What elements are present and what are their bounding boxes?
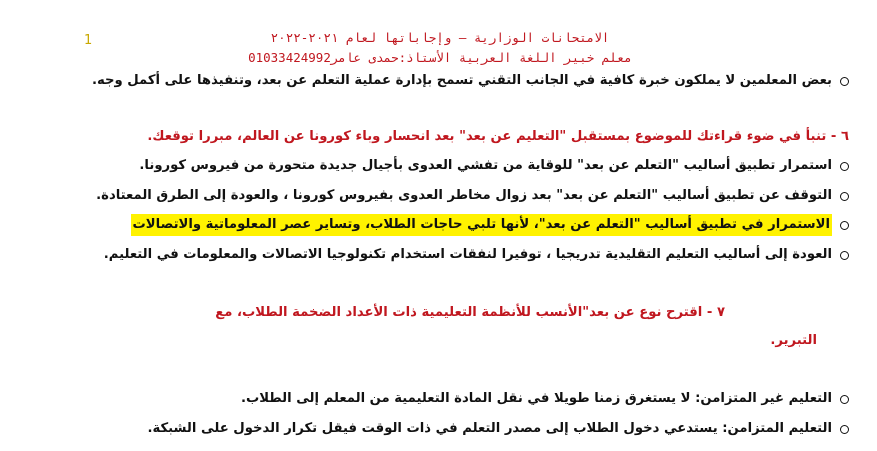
list-item xyxy=(19,70,849,92)
bullet-circle-icon xyxy=(840,221,849,230)
bullet-circle-icon xyxy=(840,395,849,404)
option-text: التوقف عن تطبيق أساليب "التعلم عن بعد" بعد زوال مخاطر العدوى بفيروس كورونا ، والعودة إلى الطرق المعتادة. xyxy=(96,188,832,203)
bullet-circle-icon xyxy=(840,77,849,86)
list-item-text: بعض المعلمين لا يملكون خبرة كافية في الجانب التقني تسمح بإدارة عملية التعلم عن بعد، وتنفيذها على أكمل وجه. xyxy=(91,73,832,88)
option-text: التعليم المتزامن: يستدعي دخول الطلاب إلى مصدر التعلم في ذات الوقت فيقل تكرار الدخول على الشبكة. xyxy=(147,421,832,436)
q7-option-2 xyxy=(19,418,849,440)
question-7-cont xyxy=(617,330,817,352)
q6-option-1 xyxy=(19,155,849,177)
question-7-text: ٧ - اقترح نوع عن بعد"الأنسب للأنظمة التعليمية ذات الأعداد الضخمة الطلاب، مع xyxy=(215,305,725,320)
bullet-circle-icon xyxy=(840,162,849,171)
question-6 xyxy=(19,126,849,148)
question-7 xyxy=(25,302,725,324)
q6-option-3-correct xyxy=(19,214,849,236)
header-teacher: معلم خبير اللغة العربية الأستاذ:حمدى عامر01033424992 xyxy=(248,50,632,65)
option-text: التعليم غير المتزامن: لا يستغرق زمنا طويلا في نقل المادة التعليمية من المعلم إلى الطلاب. xyxy=(241,391,832,406)
option-text-highlighted: الاستمرار في تطبيق أساليب "التعلم عن بعد"، لأنها تلبي حاجات الطلاب، وتساير عصر المعلوماتية والاتصالات xyxy=(131,214,832,236)
q6-option-2 xyxy=(19,185,849,207)
bullet-circle-icon xyxy=(840,251,849,260)
header-title: الامتحانات الوزارية – وإجاباتها لعام ٢٠٢١-٢٠٢٢ xyxy=(270,30,610,45)
question-7-text-cont: التبرير. xyxy=(770,333,817,348)
question-6-text: ٦ - تنبأ في ضوء قراءتك للموضوع بمستقبل "التعليم عن بعد" بعد انحسار وباء كورونا عن العالم، مبررا توقعك. xyxy=(147,129,849,144)
bullet-circle-icon xyxy=(840,425,849,434)
page-number: 1 xyxy=(84,33,93,48)
bullet-circle-icon xyxy=(840,192,849,201)
q7-option-1 xyxy=(19,388,849,410)
q6-option-4 xyxy=(19,244,849,266)
option-text: استمرار تطبيق أساليب "التعلم عن بعد" للوقاية من تفشي العدوى بأجيال جديدة متحورة من فيروس كورونا. xyxy=(139,158,832,173)
option-text: العودة إلى أساليب التعليم التقليدية تدريجيا ، توفيرا لنفقات استخدام تكنولوجيا الاتصالات والمعلومات في التعليم. xyxy=(103,247,832,262)
